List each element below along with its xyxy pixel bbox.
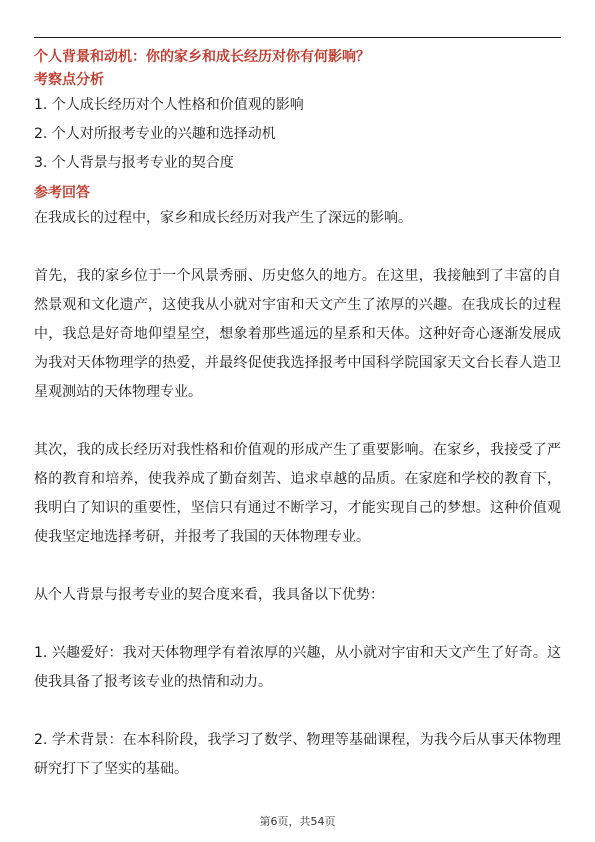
question-title: 个人背景和动机：你的家乡和成长经历对你有何影响？ (34, 49, 370, 65)
analysis-point: 1. 个人成长经历对个人性格和价值观的影响 (34, 97, 304, 113)
analysis-point: 3. 个人背景与报考专业的契合度 (34, 155, 234, 171)
answer-paragraph: 2. 学术背景：在本科阶段，我学习了数学、物理等基础课程，为我今后从事天体物理研究打下了坚实的基础。 (34, 732, 561, 777)
answer-paragraph: 首先，我的家乡位于一个风景秀丽、历史悠久的地方。在这里，我接触到了丰富的自然景观和文化遗产，这使我从小就对宇宙和天文产生了浓厚的兴趣。在我成长的过程中，我总是好奇地仰望星空，想象着那些遥远的星系和天体。这种好奇心逐渐发展成为我对天体物理学的热爱，并最终促使我选择报考中国科学院国家天文台长春人造卫星观测站的天体物理专业。 (34, 268, 561, 400)
analysis-heading: 考察点分析 (34, 72, 104, 88)
answer-paragraph: 从个人背景与报考专业的契合度来看，我具备以下优势： (34, 587, 384, 603)
answer-paragraph: 1. 兴趣爱好：我对天体物理学有着浓厚的兴趣，从小就对宇宙和天文产生了好奇。这使我具备了报考该专业的热情和动力。 (34, 645, 561, 690)
answer-heading: 参考回答 (34, 185, 90, 201)
page-number: 第6页，共54页 (259, 815, 336, 828)
analysis-point: 2. 个人对所报考专业的兴趣和选择动机 (34, 126, 276, 142)
answer-paragraph: 其次，我的成长经历对我性格和价值观的形成产生了重要影响。在家乡，我接受了严格的教育和培养，使我养成了勤奋刻苦、追求卓越的品质。在家庭和学校的教育下，我明白了知识的重要性，坚信只有通过不断学习，才能实现自己的梦想。这种价值观使我坚定地选择考研，并报考了我国的天体物理专业。 (34, 442, 561, 545)
page-content (34, 45, 561, 784)
header-rule (34, 37, 561, 38)
answer-paragraph: 在我成长的过程中，家乡和成长经历对我产生了深远的影响。 (34, 210, 412, 226)
